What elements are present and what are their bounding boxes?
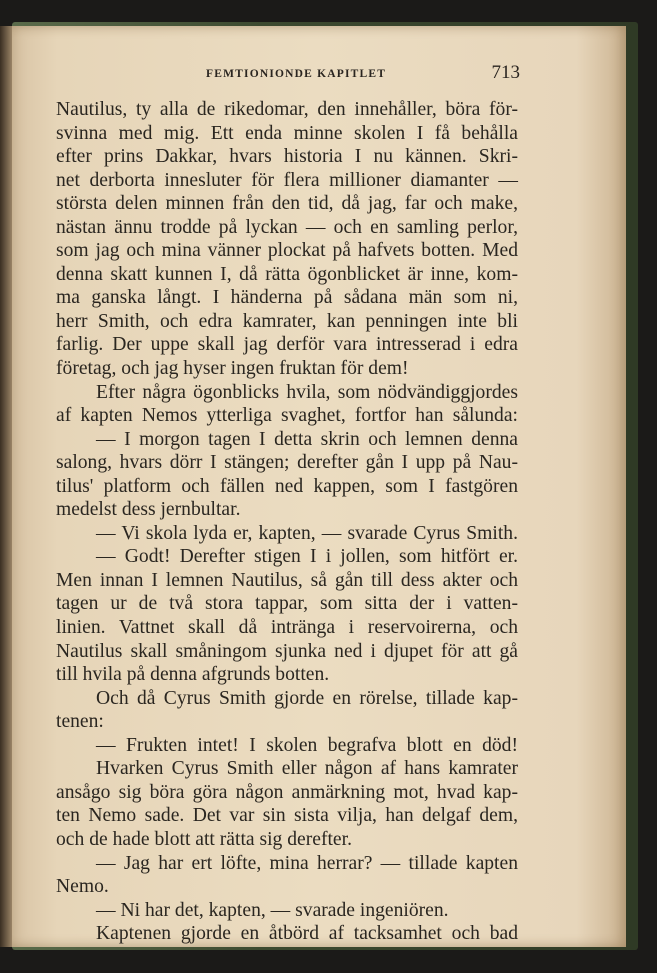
text-line: — I morgon tagen I detta skrin och lemnen denna [96, 428, 518, 450]
text-line: svinna med mig. Ett enda minne skolen I få behålla [56, 122, 518, 144]
text-line: nästan ännu trodde på lyckan — och en samling perlor, [56, 216, 518, 238]
text-line: — Jag har ert löfte, mina herrar? — tillade kapten [96, 852, 518, 874]
running-head [60, 62, 520, 88]
text-line: medelst dess jernbultar. [56, 499, 241, 521]
text-line: Nautilus skall småningom sjunka ned i djupet för att gå [56, 640, 518, 662]
text-line: tagen ur de två stora tappar, som sitta der i vatten- [56, 593, 518, 615]
text-line: af kapten Nemos ytterliga svaghet, fortfor han sålunda: [56, 405, 518, 427]
text-line: herr Smith, och edra kamrater, kan penningen inte bli [56, 310, 518, 332]
text-line: denna skatt kunnen I, då rätta ögonblicket är inne, kom- [56, 263, 518, 285]
text-line: efter prins Dakkar, hvars historia I nu kännen. Skri- [56, 146, 518, 168]
text-line: — Ni har det, kapten, — svarade ingeniören. [96, 899, 449, 921]
text-line: Nemo. [56, 876, 109, 898]
chapter-title: FEMTIONIONDE KAPITLET [206, 68, 387, 80]
text-line: Och då Cyrus Smith gjorde en rörelse, tillade kap- [96, 687, 518, 709]
text-line: net derborta innesluter för flera millioner diamanter — [56, 169, 518, 191]
page-gutter [0, 26, 12, 947]
text-line: ansågo sig böra göra någon anmärkning mot, hvad kap- [56, 781, 518, 803]
page-number: 713 [491, 62, 520, 83]
text-line: Kaptenen gjorde en åtbörd af tacksamhet och bad [96, 923, 518, 945]
text-line: — Godt! Derefter stigen I i jollen, som hitfört er. [96, 546, 518, 568]
text-line: Nautilus, ty alla de rikedomar, den innehåller, böra för- [56, 99, 518, 120]
text-line: Efter några ögonblicks hvila, som nödvändiggjordes [96, 381, 518, 403]
text-line: ten Nemo sade. Det var sin sista vilja, han delgaf dem, [56, 805, 518, 827]
text-line: — Frukten intet! I skolen begrafva blott en död! [96, 734, 518, 756]
text-line: företag, och jag hyser ingen fruktan för dem! [56, 358, 409, 380]
text-line: salong, hvars dörr I stängen; derefter gån I upp på Nau- [56, 452, 518, 474]
text-line: till hvila på denna afgrunds botten. [56, 664, 330, 686]
text-line: farlig. Der uppe skall jag derför vara intresserad i edra [56, 334, 518, 356]
text-line: och de hade blott att rätta sig derefter. [56, 828, 352, 850]
body-text [56, 98, 518, 946]
text-line: som jag och mina vänner plockat på hafvets botten. Med [56, 240, 518, 262]
text-line: tilus' platform och fällen ned kappen, som I fastgören [56, 475, 518, 497]
text-line: linien. Vattnet skall då intränga i reservoirerna, och [56, 617, 518, 639]
text-line: Hvarken Cyrus Smith eller någon af hans kamrater [96, 758, 518, 780]
text-line: ma ganska långt. I händerna på sådana män som ni, [56, 287, 518, 309]
text-line: största delen minnen från den tid, då jag, far och make, [56, 193, 518, 215]
text-line: Men innan I lemnen Nautilus, så gån till dess akter och [56, 569, 518, 591]
text-line: — Vi skola lyda er, kapten, — svarade Cyrus Smith. [96, 522, 518, 544]
text-line: tenen: [56, 711, 104, 733]
